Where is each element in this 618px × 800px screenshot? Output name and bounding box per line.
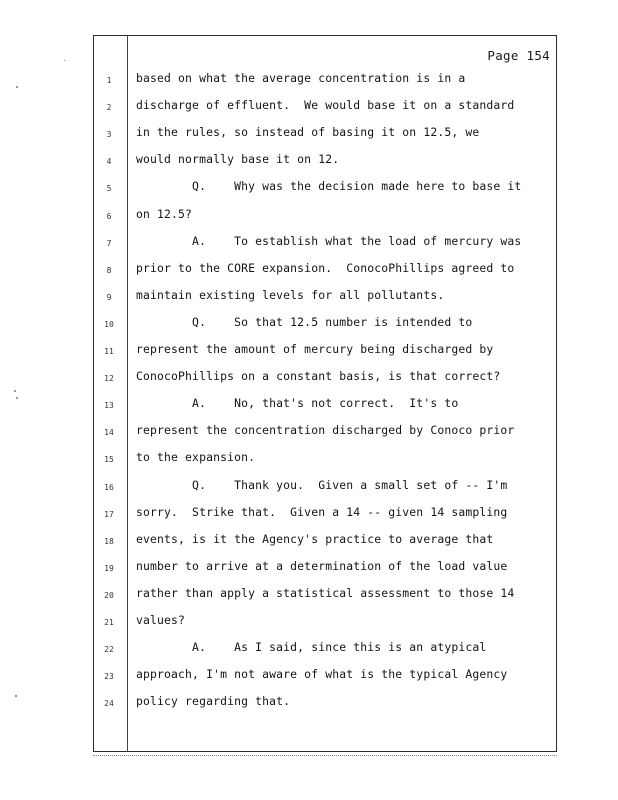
transcript-line: discharge of effluent. We would base it on a standard — [136, 98, 515, 113]
transcript-line: in the rules, so instead of basing it on 12.5, we — [136, 125, 480, 140]
line-number: 6 — [106, 211, 112, 221]
line-number: 16 — [104, 482, 114, 492]
transcript-line: prior to the CORE expansion. ConocoPhillips agreed to — [136, 260, 515, 275]
line-number: 24 — [104, 699, 114, 709]
footer-rule — [93, 752, 557, 756]
transcript-line: Q. Why was the decision made here to base it — [136, 179, 522, 194]
transcript-line: Q. So that 12.5 number is intended to — [136, 314, 473, 329]
line-number-margin-rule — [127, 35, 128, 752]
line-number: 7 — [106, 238, 112, 248]
transcript-line: represent the amount of mercury being discharged by — [136, 342, 494, 356]
transcript-line: values? — [136, 613, 186, 627]
transcript-line: events, is it the Agency's practice to average that — [136, 531, 494, 546]
scan-speck — [16, 86, 18, 88]
line-number: 8 — [106, 265, 112, 275]
transcript-line: maintain existing levels for all pollutants. — [136, 287, 445, 302]
transcript-line: on 12.5? — [136, 206, 193, 221]
line-number: 1 — [106, 76, 112, 85]
line-number: 10 — [104, 319, 114, 329]
transcript-line: ConocoPhillips on a constant basis, is that correct? — [136, 369, 501, 384]
line-number: 3 — [106, 130, 112, 140]
line-number: 13 — [104, 401, 114, 411]
transcript-line: Q. Thank you. Given a small set of -- I'm — [136, 477, 508, 492]
transcript-line: represent the concentration discharged by Conoco prior — [136, 423, 515, 438]
transcript-line: A. No, that's not correct. It's to — [136, 396, 459, 411]
line-number: 22 — [104, 645, 114, 655]
scan-speck — [64, 60, 65, 61]
transcript-line: based on what the average concentration is in a — [136, 71, 466, 85]
line-number: 17 — [104, 509, 114, 519]
line-number: 19 — [104, 563, 114, 573]
transcript-line: would normally base it on 12. — [136, 152, 340, 167]
line-number: 18 — [104, 536, 114, 546]
line-number: 15 — [104, 455, 114, 465]
page-number: Page 154 — [487, 48, 550, 63]
transcript-line: A. To establish what the load of mercury was — [136, 233, 522, 248]
line-number: 23 — [104, 672, 114, 682]
transcript-line: sorry. Strike that. Given a 14 -- given 14 sampling — [136, 504, 508, 519]
transcript-line: A. As I said, since this is an atypical — [136, 640, 487, 655]
transcript-line: to the expansion. — [136, 450, 256, 465]
transcript-line: approach, I'm not aware of what is the typical Agency — [136, 667, 508, 682]
line-number: 9 — [106, 292, 112, 302]
line-number: 5 — [106, 184, 112, 194]
scan-speck — [14, 390, 16, 392]
transcript-line: policy regarding that. — [136, 694, 291, 709]
transcript-line: rather than apply a statistical assessment to those 14 — [136, 585, 515, 600]
line-number: 20 — [104, 590, 114, 600]
line-number: 4 — [106, 157, 112, 167]
line-number: 11 — [104, 347, 114, 356]
line-number: 12 — [104, 374, 114, 384]
transcript-line: number to arrive at a determination of the load value — [136, 558, 508, 573]
line-number: 21 — [104, 618, 114, 627]
scan-speck — [15, 695, 17, 697]
scan-speck — [16, 397, 18, 399]
line-number: 14 — [104, 428, 114, 438]
line-number: 2 — [106, 103, 112, 113]
